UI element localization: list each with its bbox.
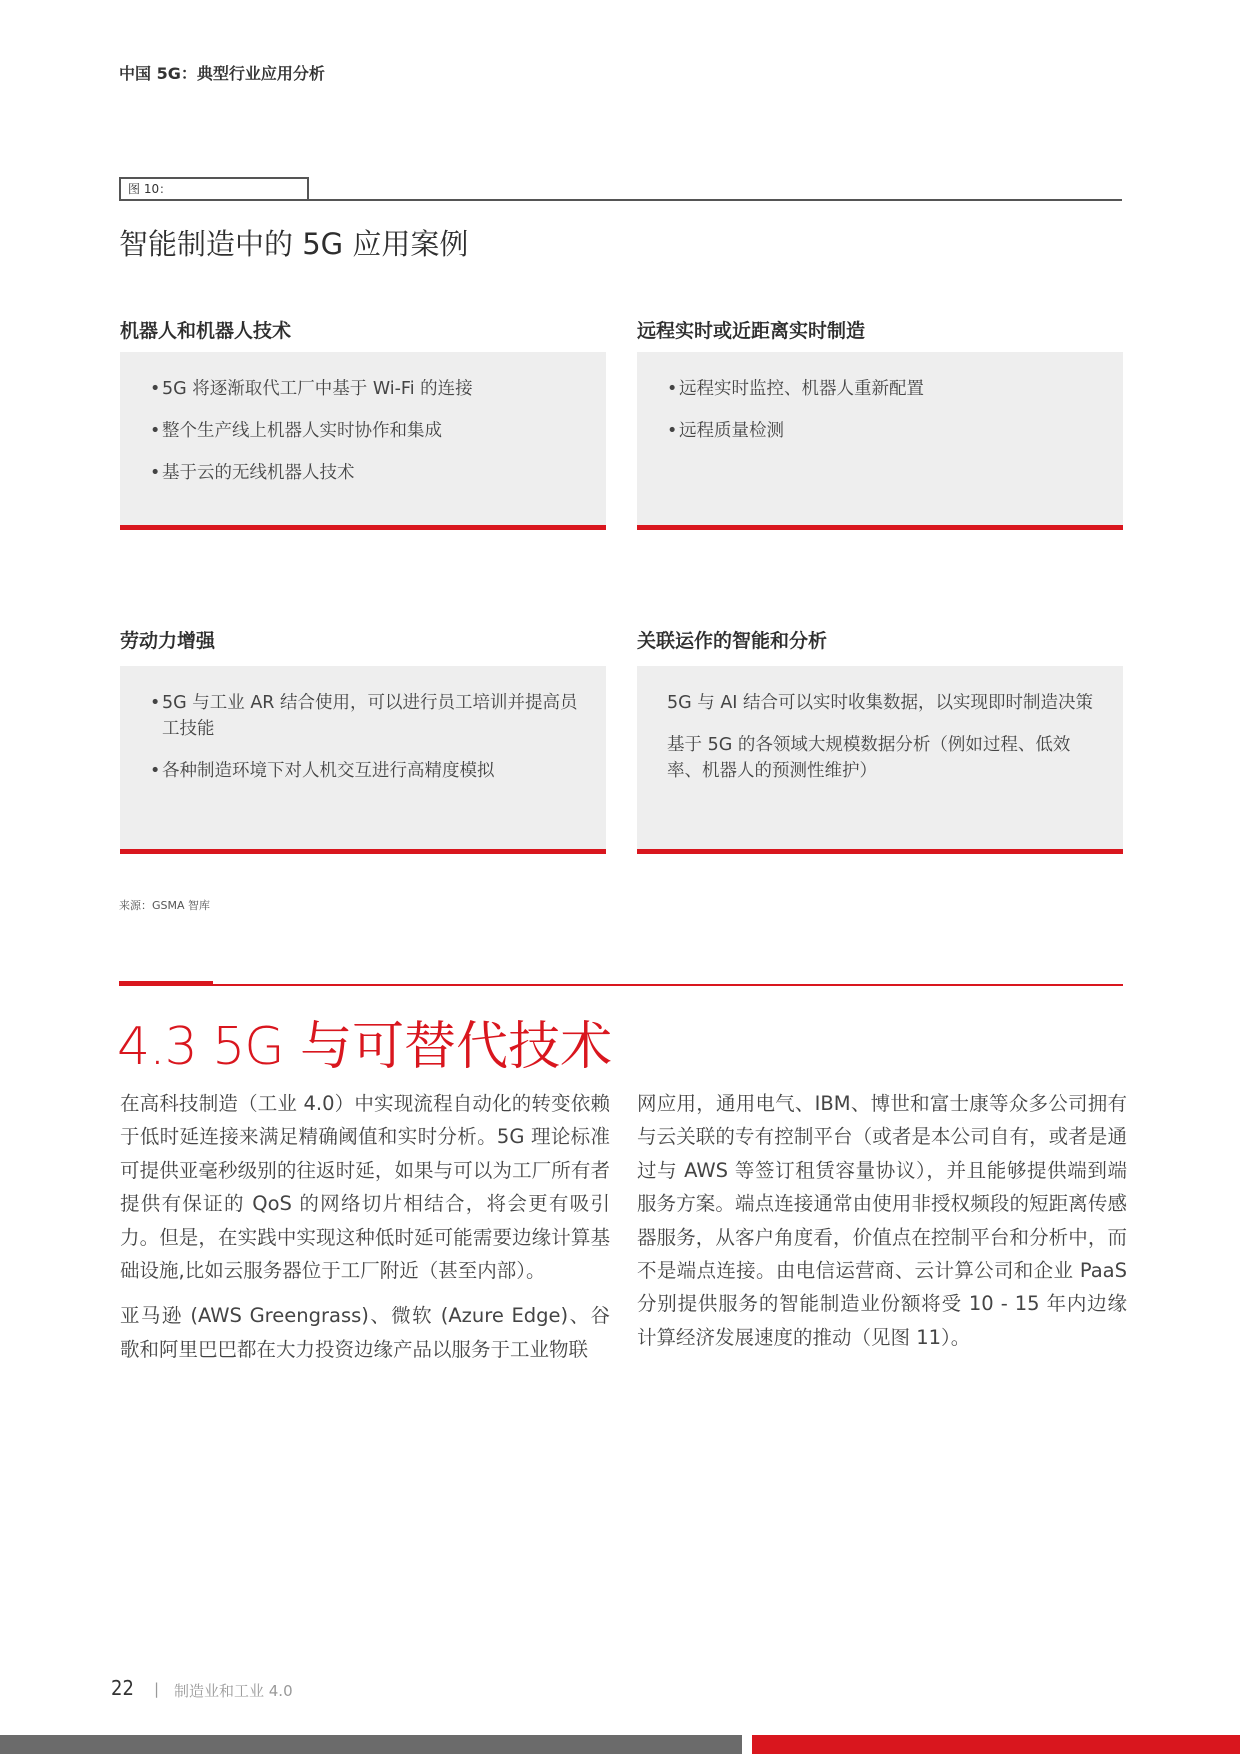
list-item: • 远程实时监控、机器人重新配置 [667, 376, 1123, 402]
list-item: • 整个生产线上机器人实时协作和集成 [150, 418, 606, 444]
panel-heading-robotics: 机器人和机器人技术 [120, 320, 292, 342]
body-paragraph: 在高科技制造（工业 4.0）中实现流程自动化的转变依赖于低时延连接来满足精确阈值和实时分析。5G 理论标准可提供亚毫秒级别的往返时延，如果与可以为工厂所有者提供有保证的 QoS 的网络切片相结合，将会更有吸引力。但是，在实践中实现这种低时延可能需要边缘计算基础设施,比如云服务器位于工厂附近（甚至内部）。 [120, 1092, 610, 1283]
body-paragraph: 亚马逊 (AWS Greengrass)、微软 (Azure Edge)、谷歌和阿里巴巴都在大力投资边缘产品以服务于工业物联 [120, 1304, 610, 1361]
figure-source: 来源：GSMA 智库 [119, 899, 211, 912]
panel-heading-workforce: 劳动力增强 [120, 630, 216, 652]
body-paragraph: 网应用，通用电气、IBM、博世和富士康等众多公司拥有与云关联的专有控制平台（或者是本公司自有，或者是通过与 AWS 等签订租赁容量协议），并且能够提供端到端服务方案。端点连接通常由使用非授权频段的短距离传感器服务，从客户角度看，价值点在控制平台和分析中，而不是端点连接。由电信运营商、云计算公司和企业 PaaS 分别提供服务的智能制造业份额将受 10 - 15 年内边缘计算经济发展速度的推动（见图 11）。 [637, 1092, 1127, 1349]
list-item: • 远程质量检测 [667, 418, 1123, 444]
figure-rule [309, 199, 1122, 201]
panel-robotics [120, 352, 606, 530]
section-number: 4.3 5G [117, 1017, 284, 1077]
panel-analytics [637, 666, 1123, 854]
list-item: • 各种制造环境下对人机交互进行高精度模拟 [150, 758, 582, 784]
figure-label: 图 10： [119, 177, 309, 201]
panel-heading-analytics: 关联运作的智能和分析 [637, 630, 828, 652]
footer-separator: | [154, 1680, 160, 1698]
running-header: 中国 5G：典型行业应用分析 [119, 64, 325, 83]
section-title [117, 1004, 612, 1079]
section-divider [119, 984, 1123, 986]
list-item: • 5G 将逐渐取代工厂中基于 Wi-Fi 的连接 [150, 376, 606, 402]
figure-title: 智能制造中的 5G 应用案例 [119, 227, 469, 261]
panel-paragraph: 基于 5G 的各领域大规模数据分析（例如过程、低效率、机器人的预测性维护） [667, 735, 1071, 781]
body-column-right [637, 1087, 1127, 1366]
section-title-text: 与可替代技术 [283, 1017, 613, 1077]
list-item: • 5G 与工业 AR 结合使用，可以进行员工培训并提高员工技能 [150, 690, 582, 742]
footer-section-label: 制造业和工业 4.0 [174, 1682, 293, 1700]
panel-remote [637, 352, 1123, 530]
page-number: 22 [111, 1676, 134, 1700]
body-column-left [120, 1087, 610, 1378]
footer-bar-red [752, 1735, 1240, 1754]
panel-workforce [120, 666, 606, 854]
footer-bar-gray [0, 1735, 742, 1754]
panel-paragraph: 5G 与 AI 结合可以实时收集数据，以实现即时制造决策 [667, 693, 1094, 713]
section-divider-accent [119, 981, 213, 986]
panel-heading-remote: 远程实时或近距离实时制造 [637, 320, 866, 342]
list-item: • 基于云的无线机器人技术 [150, 460, 606, 486]
